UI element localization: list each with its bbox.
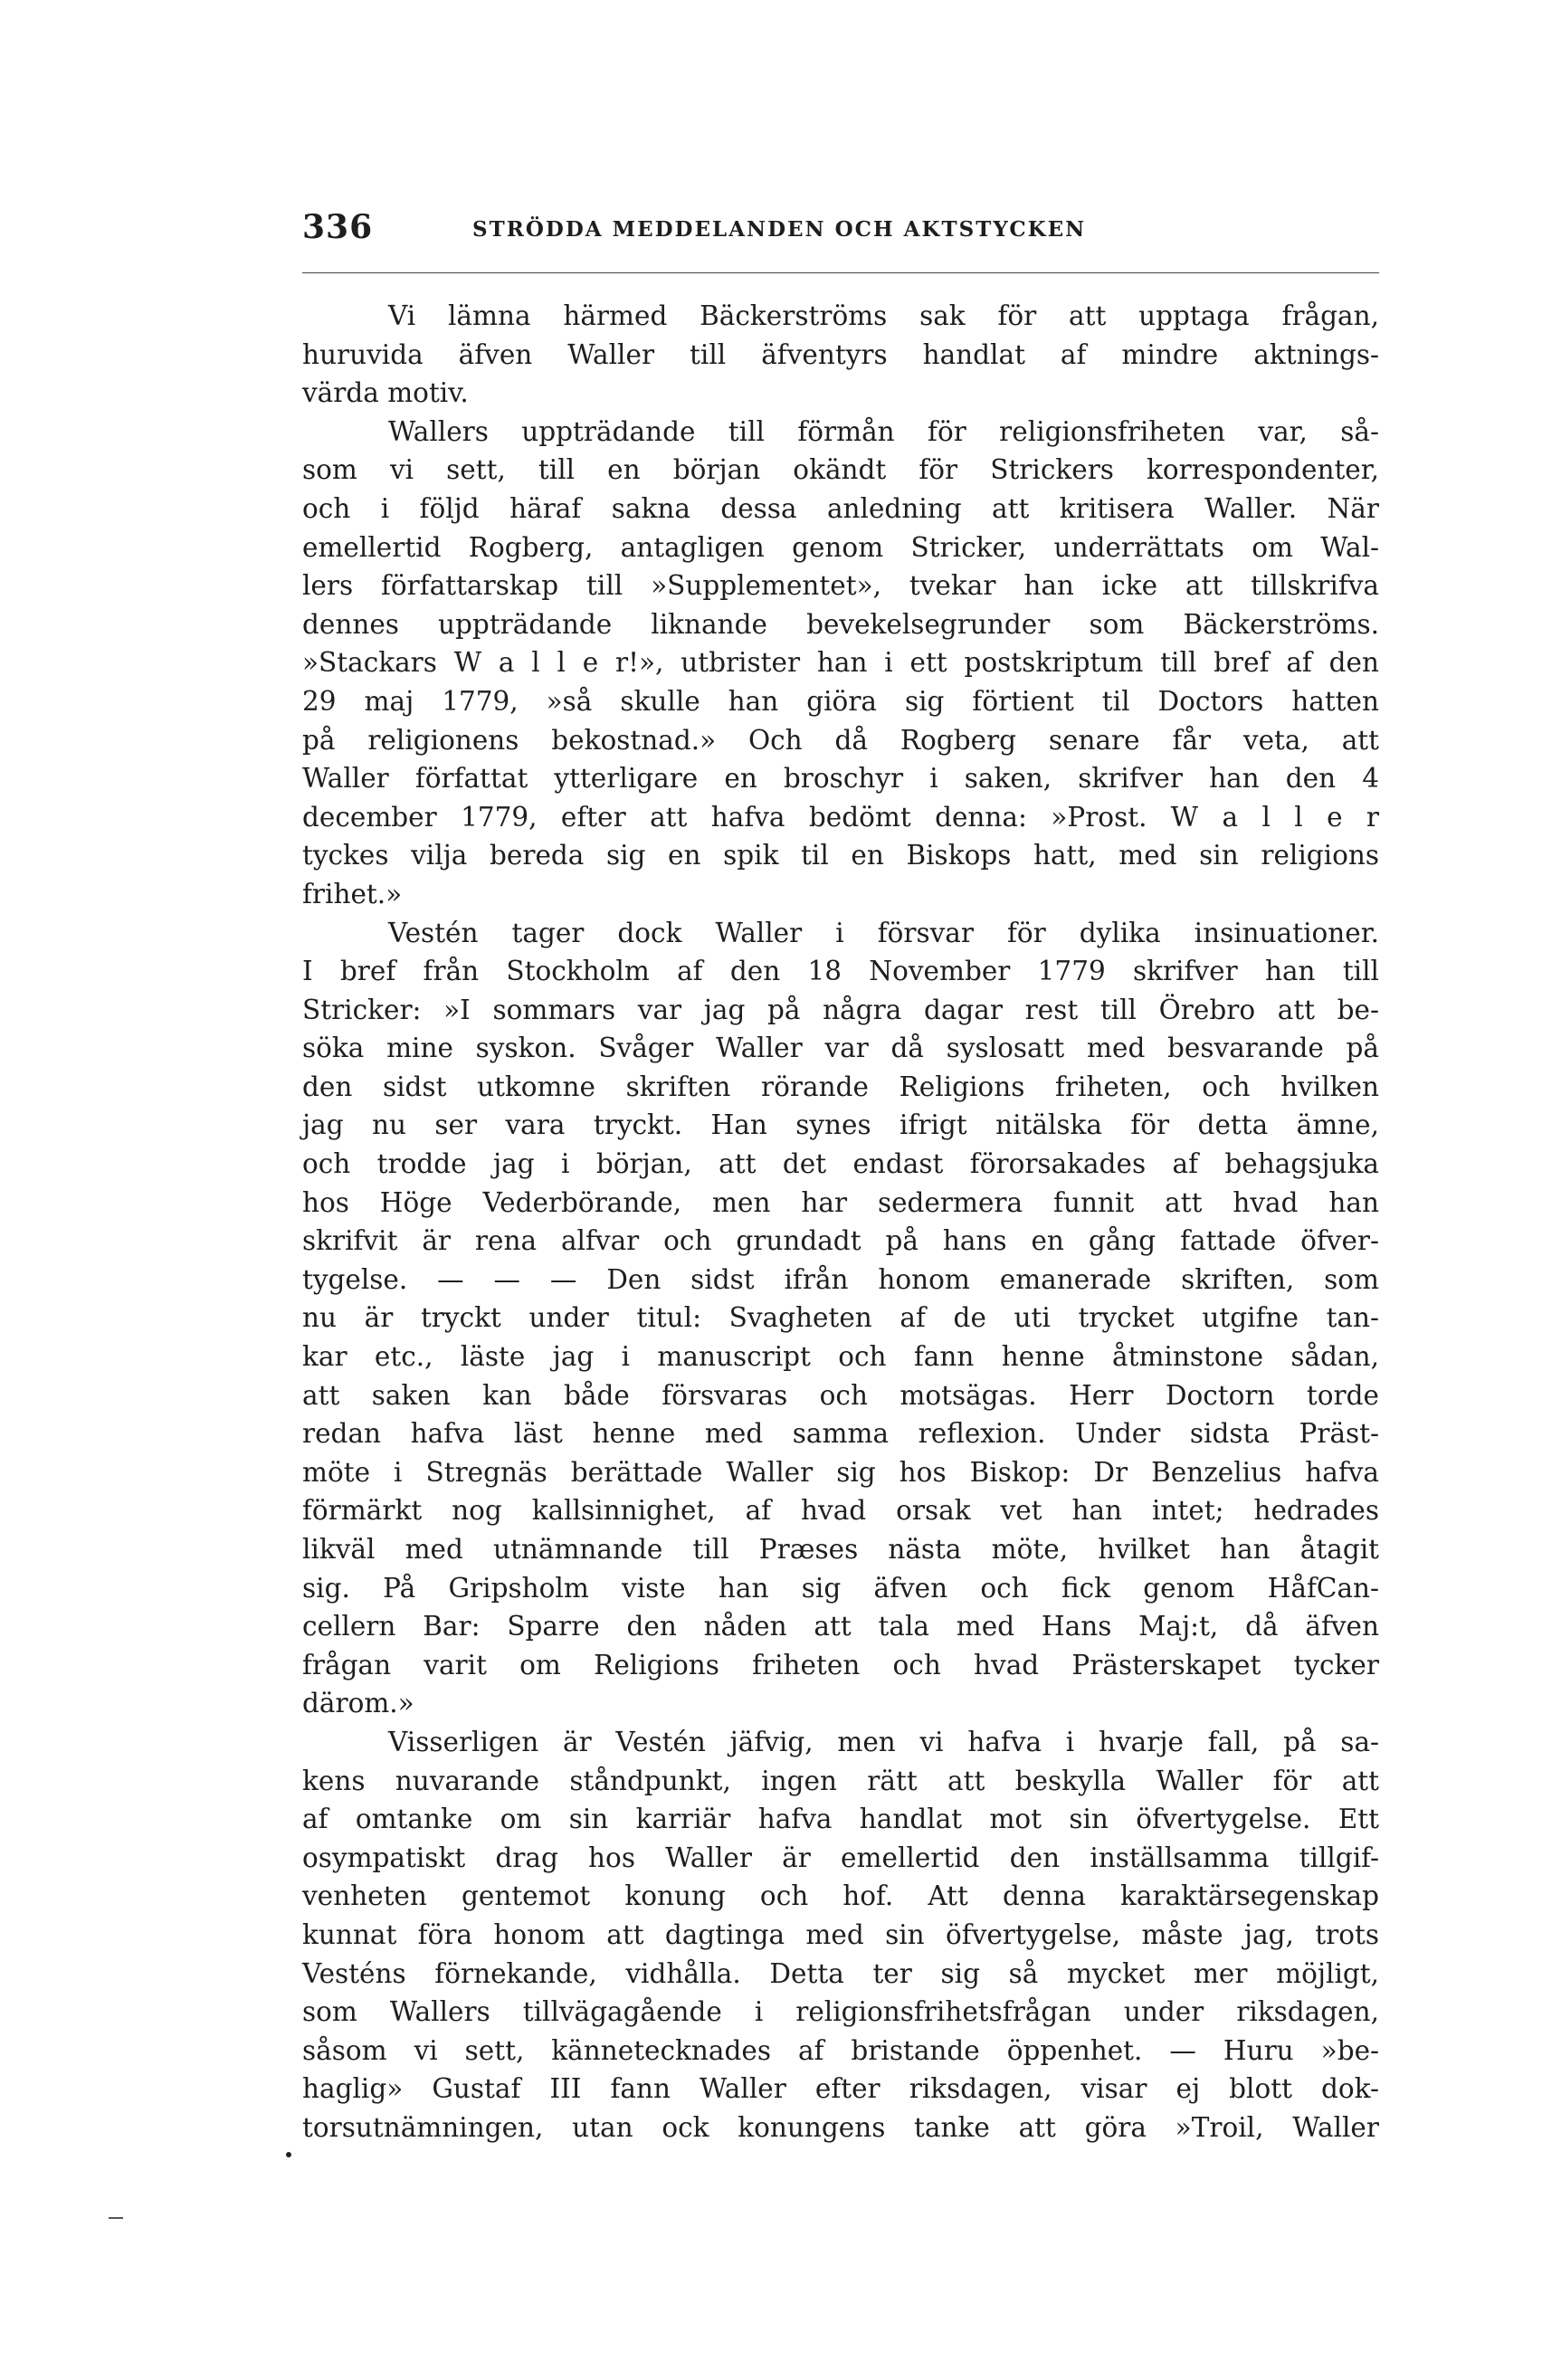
- text-line: af omtanke om sin karriär hafva handlat mot sin öfvertygelse. Ett: [302, 1804, 1379, 1835]
- text-line: skrifvit är rena alfvar och grundadt på hans en gång fattade öfver-: [302, 1225, 1379, 1257]
- book-page: [302, 197, 1379, 2143]
- text-line: värda motiv.: [302, 377, 469, 409]
- text-line: att saken kan både försvaras och motsägas. Herr Doctorn torde: [302, 1379, 1379, 1411]
- text-line: på religionens bekostnad.» Och då Rogberg senare får veta, att: [302, 724, 1379, 756]
- text-line: och i följd häraf sakna dessa anledning att kritisera Waller. När: [302, 492, 1379, 524]
- text-line: förmärkt nog kallsinnighet, af hvad orsak vet han intet; hedrades: [302, 1495, 1379, 1527]
- margin-mark: [109, 2217, 123, 2219]
- paragraph-2: [302, 413, 1379, 914]
- text-line: Waller författat ytterligare en broschyr i saken, skrifver han den 4: [302, 763, 1379, 795]
- text-line: kar etc., läste jag i manuscript och fann henne åtminstone sådan,: [302, 1341, 1379, 1373]
- text-line: söka mine syskon. Svåger Waller var då syslosatt med besvarande på: [302, 1033, 1379, 1064]
- text-line: lers författarskap till »Supplementet», tvekar han icke att tillskrifva: [302, 570, 1379, 602]
- text-line: huruvida äfven Waller till äfventyrs handlat af mindre aktnings-: [302, 338, 1379, 370]
- text-line: emellertid Rogberg, antagligen genom Stricker, underrättats om Wal-: [302, 531, 1379, 563]
- text-line: jag nu ser vara tryckt. Han synes ifrigt nitälska för detta ämne,: [302, 1109, 1379, 1141]
- text-line: hos Höge Vederbörande, men har sedermera funnit att hvad han: [302, 1186, 1379, 1218]
- text-line: frågan varit om Religions friheten och hvad Prästerskapet tycker: [302, 1649, 1379, 1680]
- text-line: likväl med utnämnande till Præses nästa möte, hvilket han åtagit: [302, 1534, 1379, 1565]
- text-line: såsom vi sett, kännetecknades af bristande öppenhet. — Huru »be-: [302, 2034, 1379, 2066]
- text-line: som vi sett, till en början okändt för Strickers korrespondenter,: [302, 454, 1379, 486]
- text-line: Wallers uppträdande till förmån för religionsfriheten var, så-: [388, 415, 1379, 447]
- text-line: Visserligen är Vestén jäfvig, men vi hafva i hvarje fall, på sa-: [388, 1726, 1379, 1757]
- text-line: cellern Bar: Sparre den nåden att tala med Hans Maj:t, då äfven: [302, 1611, 1379, 1642]
- text-line: Vesténs förnekande, vidhålla. Detta ter sig så mycket mer möjligt,: [302, 1957, 1379, 1989]
- text-line: torsutnämningen, utan ock konungens tanke att göra »Troil, Waller: [302, 2111, 1379, 2143]
- text-line: nu är tryckt under titul: Svagheten af de uti trycket utgifne tan-: [302, 1302, 1379, 1334]
- text-line: och trodde jag i början, att det endast förorsakades af behagsjuka: [302, 1148, 1379, 1180]
- text-line: möte i Stregnäs berättade Waller sig hos Biskop: Dr Benzelius hafva: [302, 1456, 1379, 1488]
- text-line: december 1779, efter att hafva bedömt denna: »Prost. W a l l e r: [302, 801, 1379, 833]
- text-line: Vestén tager dock Waller i försvar för dylika insinuationer.: [388, 917, 1379, 948]
- text-line: Vi lämna härmed Bäckerströms sak för att upptaga frågan,: [388, 300, 1379, 331]
- text-line: tygelse. — — — Den sidst ifrån honom emanerade skriften, som: [302, 1263, 1379, 1295]
- paragraph-1: [302, 297, 1379, 413]
- text-line: kens nuvarande ståndpunkt, ingen rätt att beskylla Waller för att: [302, 1765, 1379, 1796]
- body-text: [302, 297, 1379, 2147]
- text-line: tyckes vilja bereda sig en spik til en Biskops hatt, med sin religions: [302, 840, 1379, 871]
- paragraph-3: [302, 914, 1379, 1723]
- text-line: »Stackars W a l l e r!», utbrister han i ett postskriptum till bref af den: [302, 647, 1379, 679]
- text-line: som Wallers tillvägagående i religionsfrihetsfrågan under riksdagen,: [302, 1996, 1379, 2028]
- page-header: [302, 197, 1379, 261]
- print-speck: [286, 2152, 291, 2157]
- text-line: venheten gentemot konung och hof. Att denna karaktärsegenskap: [302, 1880, 1379, 1912]
- text-line: Stricker: »I sommars var jag på några dagar rest till Örebro att be-: [302, 994, 1379, 1025]
- text-line: dennes uppträdande liknande bevekelsegrunder som Bäckerströms.: [302, 608, 1379, 640]
- header-rule: [302, 272, 1379, 273]
- text-line: därom.»: [302, 1688, 414, 1719]
- text-line: frihet.»: [302, 878, 403, 909]
- text-line: I bref från Stockholm af den 18 November 1779 skrifver han till: [302, 956, 1379, 987]
- text-line: kunnat föra honom att dagtinga med sin öfvertygelse, måste jag, trots: [302, 1918, 1379, 1950]
- text-line: redan hafva läst henne med samma reflexion. Under sidsta Präst-: [302, 1418, 1379, 1450]
- page-number: 336: [302, 208, 374, 246]
- text-line: den sidst utkomne skriften rörande Religions friheten, och hvilken: [302, 1071, 1379, 1102]
- running-head: STRÖDDA MEDDELANDEN OCH AKTSTYCKEN: [472, 217, 1087, 242]
- paragraph-4: [302, 1723, 1379, 2147]
- text-line: sig. På Gripsholm viste han sig äfven och fick genom HåfCan-: [302, 1572, 1379, 1604]
- text-line: osympatiskt drag hos Waller är emellertid den inställsamma tillgif-: [302, 1842, 1379, 1873]
- text-line: haglig» Gustaf III fann Waller efter riksdagen, visar ej blott dok-: [302, 2073, 1379, 2105]
- text-line: 29 maj 1779, »så skulle han giöra sig förtient til Doctors hatten: [302, 685, 1379, 717]
